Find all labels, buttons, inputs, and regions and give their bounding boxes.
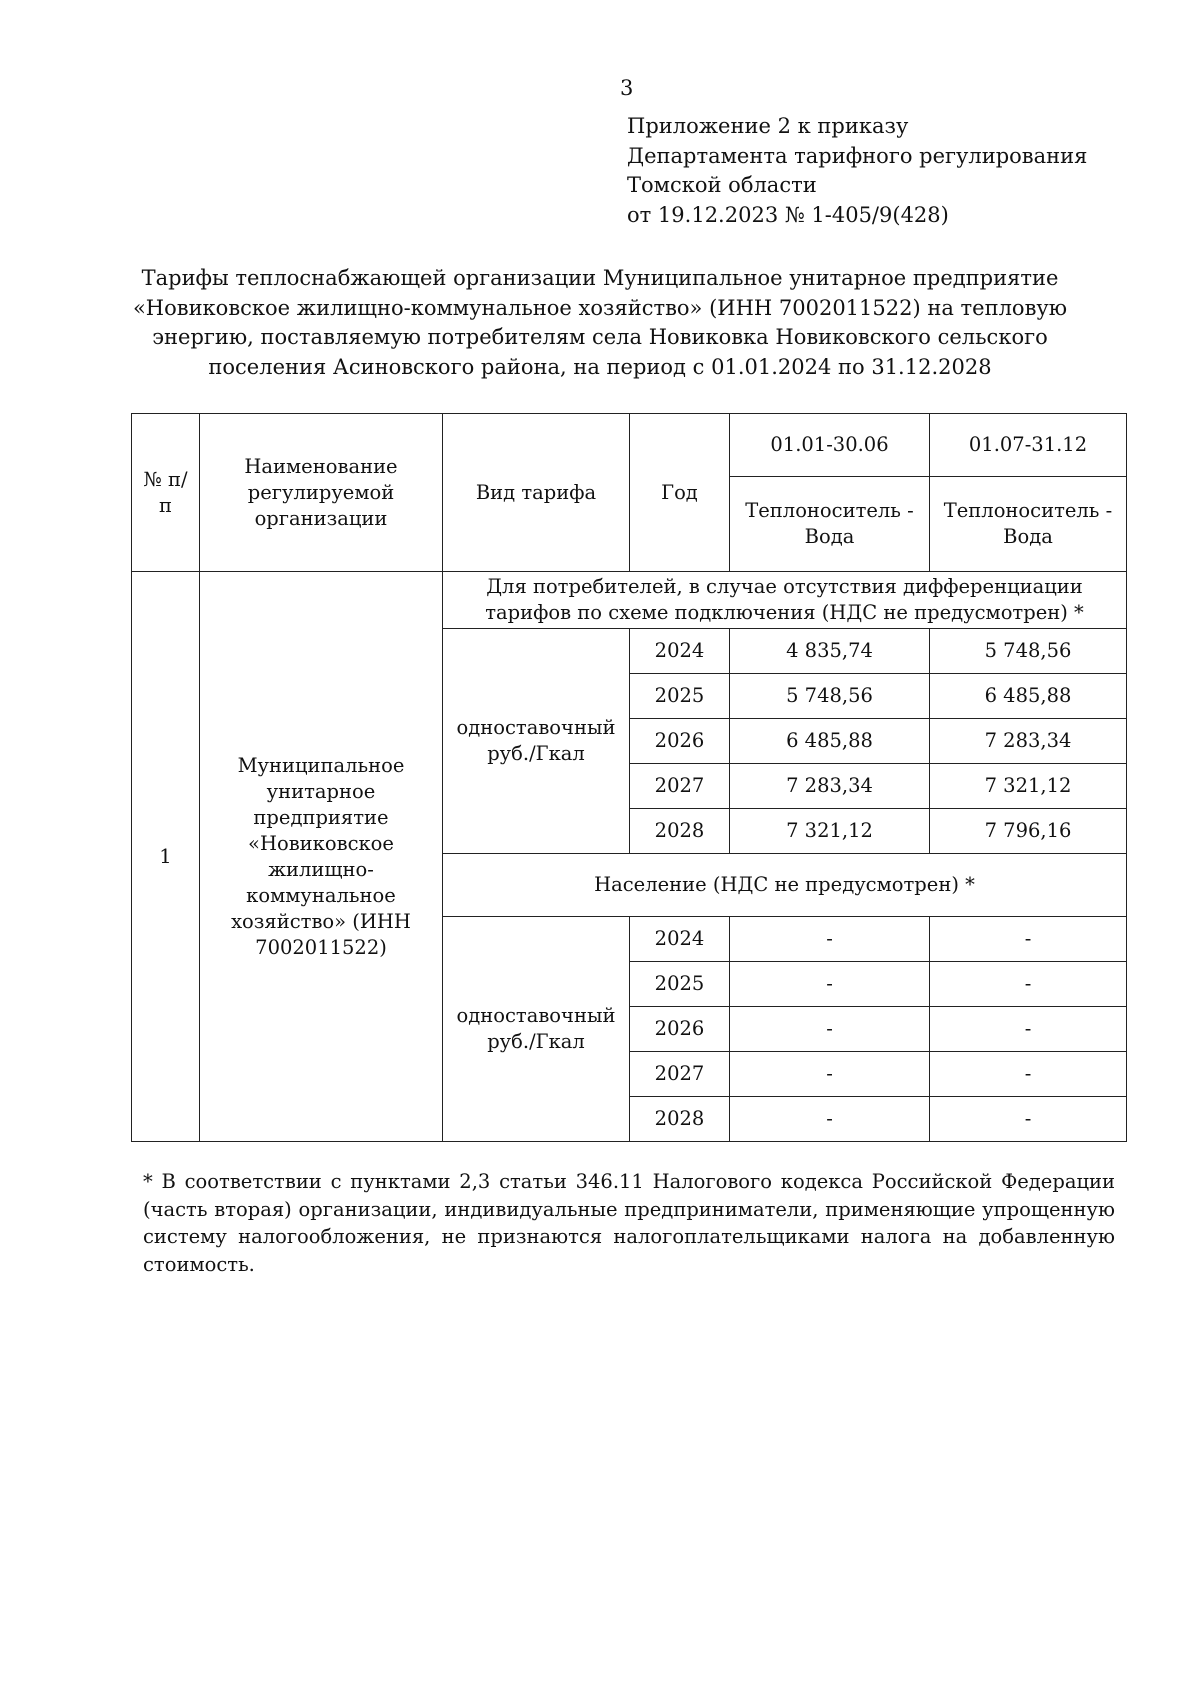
value-cell-h1: - <box>730 962 930 1007</box>
value-cell-h2: - <box>930 1052 1127 1097</box>
year-cell: 2024 <box>630 629 730 674</box>
year-cell: 2024 <box>630 917 730 962</box>
page-number: 3 <box>620 76 634 100</box>
appendix-line: Томской области <box>627 173 817 197</box>
footnote-line: систему налогообложения, не признаются налогоплательщиками налога на добавленную <box>143 1225 1115 1248</box>
appendix-line: Департамента тарифного регулирования <box>627 143 1088 168</box>
value-cell-h1: 7 283,34 <box>730 764 930 809</box>
header-tariff-type: Вид тарифа <box>443 414 630 572</box>
title-line: Тарифы теплоснабжающей организации Муниципальное унитарное предприятие <box>141 266 1059 290</box>
row-number: 1 <box>132 572 200 1142</box>
title-line: энергию, поставляемую потребителям села Новиковка Новиковского сельского <box>152 325 1048 349</box>
header-carrier-2: Теплоноситель - Вода <box>930 477 1127 572</box>
section-row <box>132 572 1127 629</box>
value-cell-h1: 4 835,74 <box>730 629 930 674</box>
footnote-line: * В соответствии с пунктами 2,3 статьи 346.11 Налогового кодекса Российской Федерации <box>143 1170 1115 1193</box>
organization-name: Муниципальное унитарное предприятие «Новиковское жилищно-коммунальное хозяйство» (ИНН 7002011522) <box>200 572 443 1142</box>
value-cell-h2: 5 748,56 <box>930 629 1127 674</box>
header-period-1: 01.01-30.06 <box>730 414 930 477</box>
header-org-name: Наименование регулируемой организации <box>200 414 443 572</box>
year-cell: 2027 <box>630 764 730 809</box>
value-cell-h2: - <box>930 917 1127 962</box>
tariff-table <box>131 413 1127 1142</box>
value-cell-h1: 5 748,56 <box>730 674 930 719</box>
year-cell: 2028 <box>630 1097 730 1142</box>
section-label: Население (НДС не предусмотрен) * <box>443 854 1127 917</box>
header-year: Год <box>630 414 730 572</box>
value-cell-h2: 7 796,16 <box>930 809 1127 854</box>
year-cell: 2028 <box>630 809 730 854</box>
year-cell: 2025 <box>630 962 730 1007</box>
appendix-line: Приложение 2 к приказу <box>627 114 909 138</box>
header-carrier-1: Теплоноситель - Вода <box>730 477 930 572</box>
value-cell-h1: - <box>730 1052 930 1097</box>
footnote <box>143 1168 1115 1278</box>
section-label: Для потребителей, в случае отсутствия дифференциации тарифов по схеме подключения (НДС не предусмотрен) * <box>443 572 1127 629</box>
year-cell: 2027 <box>630 1052 730 1097</box>
footnote-line: (часть вторая) организации, индивидуальные предприниматели, применяющие упрощенную <box>143 1197 1115 1221</box>
value-cell-h2: 7 283,34 <box>930 719 1127 764</box>
footnote-line: стоимость. <box>143 1252 255 1276</box>
value-cell-h2: - <box>930 1097 1127 1142</box>
tariff-type-cell: одноставочный руб./Гкал <box>443 917 630 1142</box>
value-cell-h2: 6 485,88 <box>930 674 1127 719</box>
value-cell-h1: - <box>730 1097 930 1142</box>
document-title <box>130 264 1070 382</box>
title-line: поселения Асиновского района, на период с 01.01.2024 по 31.12.2028 <box>208 354 992 379</box>
year-cell: 2026 <box>630 1007 730 1052</box>
tariff-type-cell: одноставочный руб./Гкал <box>443 629 630 854</box>
value-cell-h2: 7 321,12 <box>930 764 1127 809</box>
value-cell-h2: - <box>930 962 1127 1007</box>
value-cell-h1: - <box>730 917 930 962</box>
header-num: № п/п <box>132 414 200 572</box>
value-cell-h2: - <box>930 1007 1127 1052</box>
appendix-line: от 19.12.2023 № 1-405/9(428) <box>627 202 949 227</box>
year-cell: 2026 <box>630 719 730 764</box>
value-cell-h1: 6 485,88 <box>730 719 930 764</box>
year-cell: 2025 <box>630 674 730 719</box>
title-line: «Новиковское жилищно-коммунальное хозяйство» (ИНН 7002011522) на тепловую <box>132 295 1068 320</box>
value-cell-h1: 7 321,12 <box>730 809 930 854</box>
value-cell-h1: - <box>730 1007 930 1052</box>
header-row <box>132 414 1127 477</box>
header-period-2: 01.07-31.12 <box>930 414 1127 477</box>
appendix-header <box>627 112 1087 230</box>
